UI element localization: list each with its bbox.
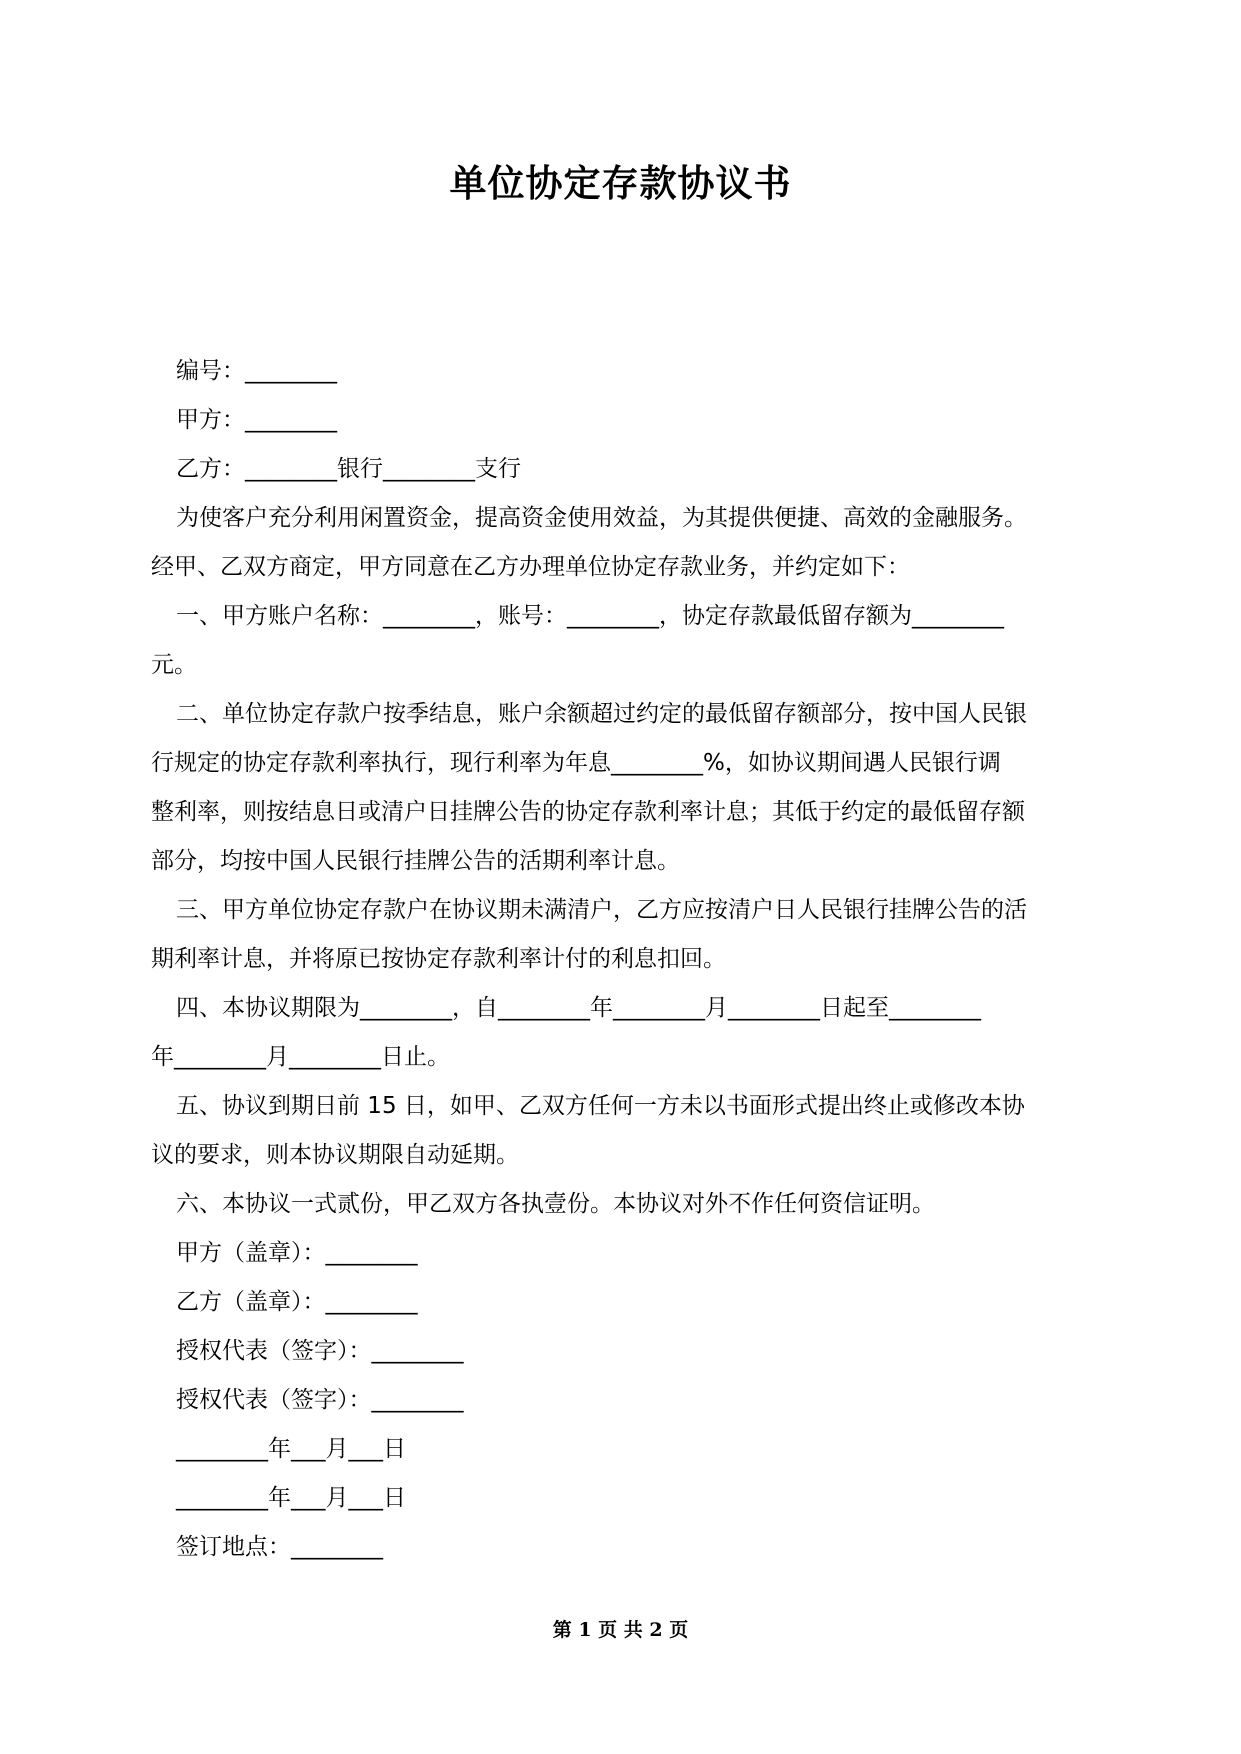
document-title: 单位协定存款协议书 [449, 162, 792, 205]
party-a-seal-line: 甲方（盖章）：________ [176, 1240, 418, 1266]
clause-2-line-1: 二、单位协定存款户按季结息，账户余额超过约定的最低留存额部分，按中国人民银 [176, 701, 1027, 727]
date-line-a: ________年___月___日 [176, 1436, 406, 1462]
clause-2-line-4: 部分，均按中国人民银行挂牌公告的活期利率计息。 [151, 848, 680, 874]
clause-2-line-2: 行规定的协定存款利率执行，现行利率为年息________%，如协议期间遇人民银行调 [151, 750, 1001, 776]
clause-6-line: 六、本协议一式贰份，甲乙双方各执壹份。本协议对外不作任何资信证明。 [176, 1191, 935, 1217]
clause-4-line-2: 年________月________日止。 [151, 1044, 450, 1070]
clause-4-line-1: 四、本协议期限为________，自________年________月________日起至________ [176, 995, 981, 1021]
preamble-line-1: 为使客户充分利用闲置资金，提高资金使用效益，为其提供便捷、高效的金融服务。 [176, 505, 1027, 531]
clause-3-line-1: 三、甲方单位协定存款户在协议期未满清户，乙方应按清户日人民银行挂牌公告的活 [176, 897, 1027, 923]
party-b-line: 乙方：________银行________支行 [176, 456, 521, 482]
clause-2-line-3: 整利率，则按结息日或清户日挂牌公告的协定存款利率计息；其低于约定的最低留存额 [151, 799, 1025, 825]
clause-1-line-1: 一、甲方账户名称：________，账号：________，协定存款最低留存额为________ [176, 603, 1004, 629]
clause-5-line-1: 五、协议到期日前 15 日，如甲、乙双方任何一方未以书面形式提出终止或修改本协 [176, 1093, 1025, 1119]
contract-number-line: 编号：________ [176, 358, 337, 384]
party-b-seal-line: 乙方（盖章）：________ [176, 1289, 418, 1315]
document-body [151, 347, 1091, 1572]
signing-place-line: 签订地点：________ [176, 1534, 383, 1560]
party-a-line: 甲方：________ [176, 407, 337, 433]
authorized-rep-b-line: 授权代表（签字）：________ [176, 1387, 464, 1413]
clause-5-line-2: 议的要求，则本协议期限自动延期。 [151, 1142, 519, 1168]
preamble-line-2: 经甲、乙双方商定，甲方同意在乙方办理单位协定存款业务，并约定如下： [151, 554, 910, 580]
authorized-rep-a-line: 授权代表（签字）：________ [176, 1338, 464, 1364]
clause-1-line-2: 元。 [151, 652, 197, 678]
clause-3-line-2: 期利率计息，并将原已按协定存款利率计付的利息扣回。 [151, 946, 726, 972]
date-line-b: ________年___月___日 [176, 1485, 406, 1511]
page-footer: 第 1 页 共 2 页 [552, 1619, 689, 1641]
